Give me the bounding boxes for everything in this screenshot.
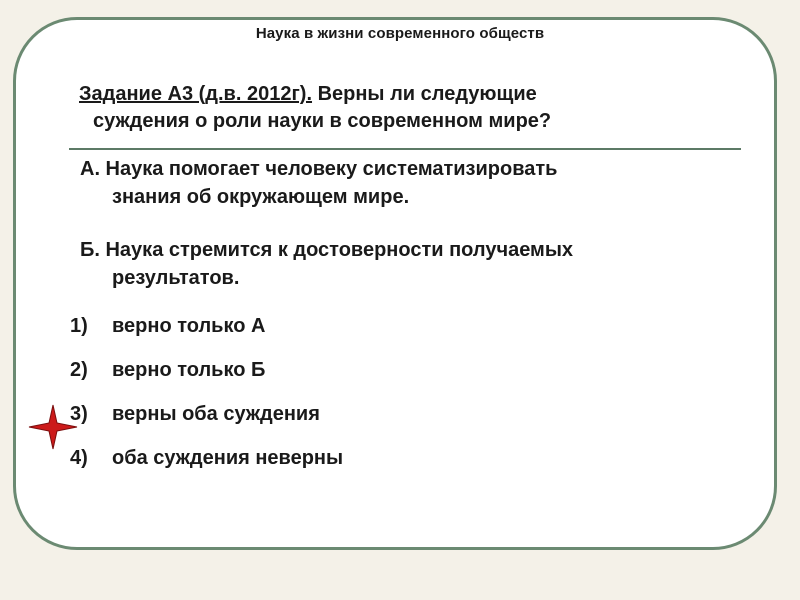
- answer-number: 1): [70, 315, 88, 337]
- answer-option-1[interactable]: [70, 313, 343, 357]
- statement-b-line2: результатов.: [112, 267, 240, 289]
- answer-list: [70, 313, 343, 489]
- slide-header: Наука в жизни современного обществ: [255, 25, 545, 42]
- red-star-marker-icon: [28, 404, 78, 450]
- answer-option-2[interactable]: [70, 357, 343, 401]
- statement-b-line1: Б. Наука стремится к достоверности получаемых: [80, 239, 574, 261]
- answer-text: оба суждения неверны: [112, 447, 344, 469]
- answer-option-3[interactable]: [70, 401, 343, 445]
- statement-b: [80, 236, 760, 292]
- task-question: [79, 81, 759, 135]
- answer-number: 4): [70, 447, 88, 469]
- answer-text: верно только Б: [112, 359, 266, 381]
- statement-a-line2: знания об окружающем мире.: [112, 186, 410, 208]
- answer-text: верны оба суждения: [112, 403, 320, 425]
- divider-line: [69, 148, 741, 150]
- task-question-part1: Верны ли следующие: [312, 83, 537, 105]
- statement-a: [80, 155, 760, 211]
- task-label: Задание А3 (д.в. 2012г).: [79, 83, 313, 105]
- answer-option-4[interactable]: [70, 445, 343, 489]
- answer-number: 3): [70, 403, 88, 425]
- statement-a-line1: А. Наука помогает человеку систематизировать: [80, 158, 558, 180]
- answer-text: верно только А: [112, 315, 266, 337]
- answer-number: 2): [70, 359, 88, 381]
- task-question-part2: суждения о роли науки в современном мире?: [93, 110, 552, 132]
